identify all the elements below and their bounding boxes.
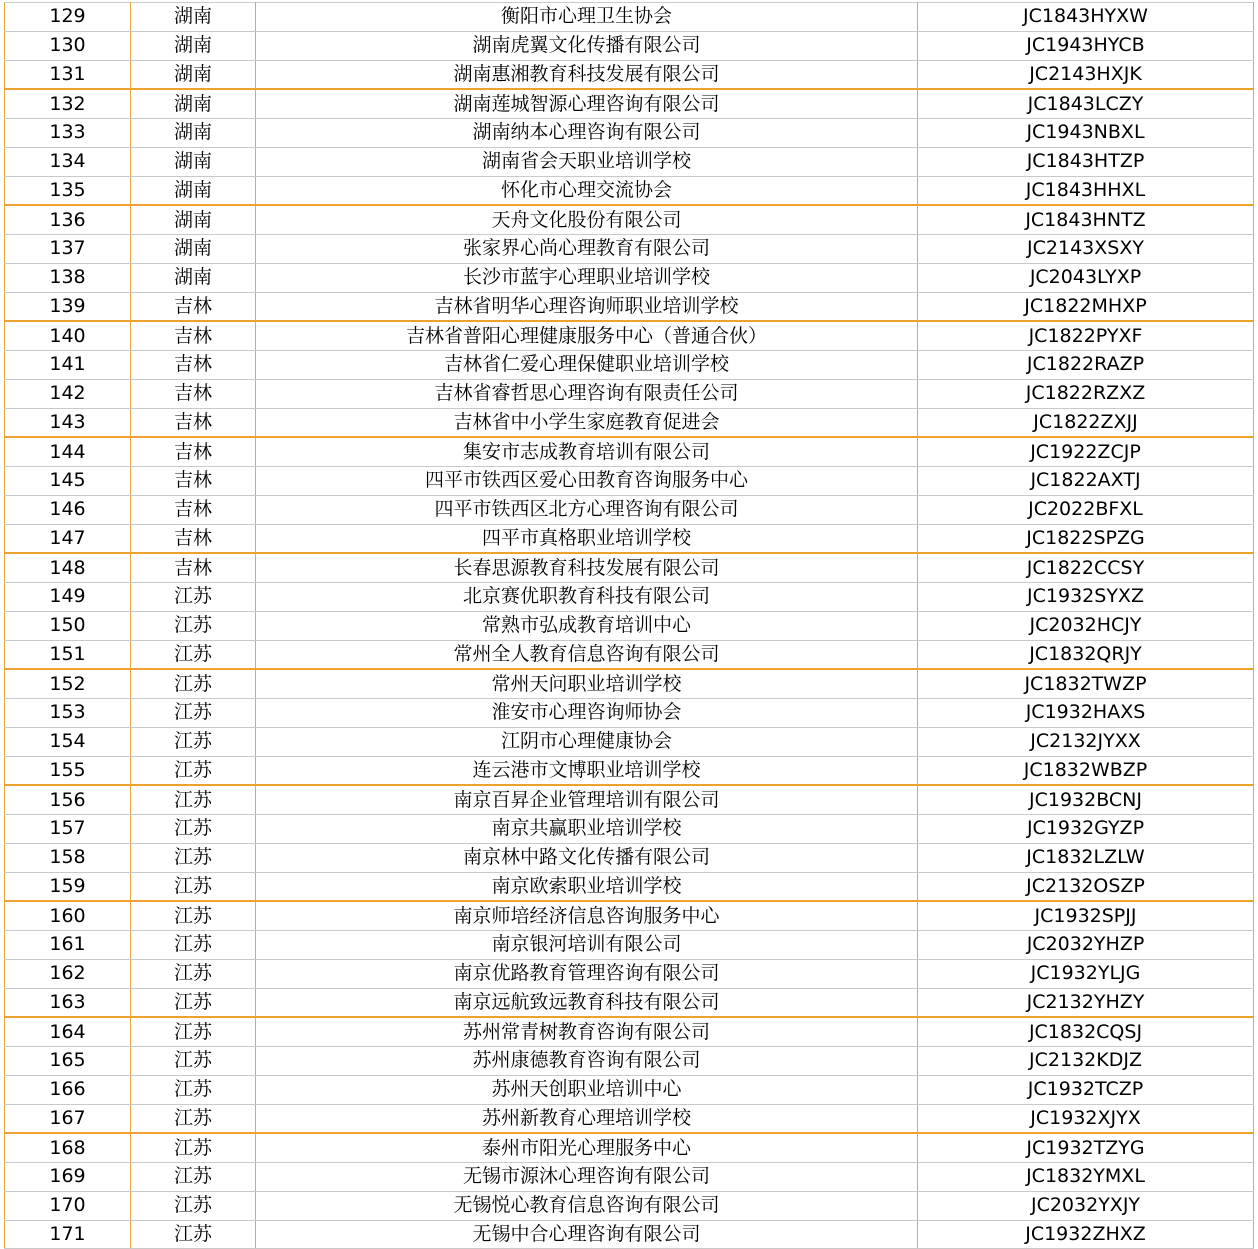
institution-code-cell: JC1932GYZP — [918, 815, 1254, 844]
table-row — [5, 1047, 1254, 1076]
institution-name-cell: 无锡悦心教育信息咨询有限公司 — [256, 1191, 918, 1220]
row-number-cell: 171 — [5, 1220, 131, 1249]
row-number-cell: 170 — [5, 1191, 131, 1220]
row-number-cell: 138 — [5, 263, 131, 292]
table-row — [5, 959, 1254, 988]
table-row — [5, 205, 1254, 234]
row-number-cell: 140 — [5, 321, 131, 350]
institution-name-cell: 湖南纳本心理咨询有限公司 — [256, 119, 918, 148]
table-row — [5, 437, 1254, 466]
row-number-cell: 155 — [5, 756, 131, 785]
table-row — [5, 60, 1254, 89]
province-cell: 湖南 — [131, 60, 256, 89]
province-cell: 湖南 — [131, 3, 256, 32]
province-cell: 江苏 — [131, 843, 256, 872]
institution-name-cell: 张家界心尚心理教育有限公司 — [256, 235, 918, 264]
institution-code-cell: JC1932HAXS — [918, 699, 1254, 728]
institution-name-cell: 南京林中路文化传播有限公司 — [256, 843, 918, 872]
table-row — [5, 988, 1254, 1017]
province-cell: 江苏 — [131, 756, 256, 785]
table-row — [5, 1075, 1254, 1104]
institution-code-cell: JC1943HYCB — [918, 31, 1254, 60]
institution-code-cell: JC1822PYXF — [918, 321, 1254, 350]
province-cell: 江苏 — [131, 1075, 256, 1104]
institution-code-cell: JC1832LZLW — [918, 843, 1254, 872]
institution-code-cell: JC1932BCNJ — [918, 785, 1254, 814]
row-number-cell: 152 — [5, 669, 131, 698]
table-row — [5, 843, 1254, 872]
province-cell: 湖南 — [131, 235, 256, 264]
row-number-cell: 130 — [5, 31, 131, 60]
row-number-cell: 156 — [5, 785, 131, 814]
table-row — [5, 669, 1254, 698]
institution-name-cell: 四平市真格职业培训学校 — [256, 524, 918, 553]
province-cell: 湖南 — [131, 119, 256, 148]
institution-code-cell: JC1843HNTZ — [918, 205, 1254, 234]
table-row — [5, 176, 1254, 205]
row-number-cell: 153 — [5, 699, 131, 728]
institution-name-cell: 北京赛优职教育科技有限公司 — [256, 583, 918, 612]
table-row — [5, 89, 1254, 118]
table-row — [5, 467, 1254, 496]
institution-name-cell: 吉林省明华心理咨询师职业培训学校 — [256, 292, 918, 321]
row-number-cell: 168 — [5, 1133, 131, 1162]
province-cell: 湖南 — [131, 263, 256, 292]
province-cell: 江苏 — [131, 727, 256, 756]
institution-name-cell: 湖南惠湘教育科技发展有限公司 — [256, 60, 918, 89]
table-row — [5, 901, 1254, 930]
row-number-cell: 166 — [5, 1075, 131, 1104]
institution-name-cell: 苏州常青树教育咨询有限公司 — [256, 1017, 918, 1046]
table-row — [5, 1220, 1254, 1249]
institution-name-cell: 苏州新教育心理培训学校 — [256, 1104, 918, 1133]
institution-code-cell: JC1932SPJJ — [918, 901, 1254, 930]
row-number-cell: 150 — [5, 611, 131, 640]
institution-code-cell: JC1843LCZY — [918, 89, 1254, 118]
institution-name-cell: 淮安市心理咨询师协会 — [256, 699, 918, 728]
row-number-cell: 154 — [5, 727, 131, 756]
row-number-cell: 169 — [5, 1163, 131, 1192]
province-cell: 江苏 — [131, 872, 256, 901]
institution-name-cell: 常熟市弘成教育培训中心 — [256, 611, 918, 640]
institution-name-cell: 吉林省睿哲思心理咨询有限责任公司 — [256, 379, 918, 408]
institution-code-cell: JC2132KDJZ — [918, 1047, 1254, 1076]
institution-code-cell: JC1922ZCJP — [918, 437, 1254, 466]
province-cell: 江苏 — [131, 931, 256, 960]
row-number-cell: 129 — [5, 3, 131, 32]
table-row — [5, 495, 1254, 524]
province-cell: 江苏 — [131, 669, 256, 698]
table-body — [5, 3, 1254, 1249]
row-number-cell: 165 — [5, 1047, 131, 1076]
province-cell: 吉林 — [131, 467, 256, 496]
institution-name-cell: 苏州天创职业培训中心 — [256, 1075, 918, 1104]
row-number-cell: 145 — [5, 467, 131, 496]
row-number-cell: 133 — [5, 119, 131, 148]
institution-name-cell: 四平市铁西区北方心理咨询有限公司 — [256, 495, 918, 524]
province-cell: 吉林 — [131, 553, 256, 582]
table-row — [5, 235, 1254, 264]
institution-code-cell: JC2022BFXL — [918, 495, 1254, 524]
institution-code-cell: JC2143XSXY — [918, 235, 1254, 264]
institution-code-cell: JC1932XJYX — [918, 1104, 1254, 1133]
province-cell: 江苏 — [131, 1017, 256, 1046]
institution-name-cell: 天舟文化股份有限公司 — [256, 205, 918, 234]
table-row — [5, 699, 1254, 728]
province-cell: 江苏 — [131, 988, 256, 1017]
row-number-cell: 142 — [5, 379, 131, 408]
row-number-cell: 146 — [5, 495, 131, 524]
institution-name-cell: 衡阳市心理卫生协会 — [256, 3, 918, 32]
institution-name-cell: 四平市铁西区爱心田教育咨询服务中心 — [256, 467, 918, 496]
row-number-cell: 158 — [5, 843, 131, 872]
table-row — [5, 351, 1254, 380]
institution-code-cell: JC2132YHZY — [918, 988, 1254, 1017]
institution-code-cell: JC2032YXJY — [918, 1191, 1254, 1220]
row-number-cell: 161 — [5, 931, 131, 960]
province-cell: 江苏 — [131, 1104, 256, 1133]
table-row — [5, 931, 1254, 960]
institution-code-cell: JC2132JYXX — [918, 727, 1254, 756]
table-row — [5, 756, 1254, 785]
province-cell: 江苏 — [131, 611, 256, 640]
province-cell: 江苏 — [131, 699, 256, 728]
table-row — [5, 785, 1254, 814]
row-number-cell: 163 — [5, 988, 131, 1017]
institution-code-cell: JC1932TCZP — [918, 1075, 1254, 1104]
table-row — [5, 147, 1254, 176]
institution-name-cell: 长沙市蓝宇心理职业培训学校 — [256, 263, 918, 292]
table-row — [5, 3, 1254, 32]
institution-name-cell: 吉林省仁爱心理保健职业培训学校 — [256, 351, 918, 380]
institution-code-cell: JC1932TZYG — [918, 1133, 1254, 1162]
institution-code-cell: JC1832WBZP — [918, 756, 1254, 785]
row-number-cell: 164 — [5, 1017, 131, 1046]
institution-code-cell: JC1843HTZP — [918, 147, 1254, 176]
row-number-cell: 151 — [5, 640, 131, 669]
province-cell: 江苏 — [131, 1133, 256, 1162]
institution-code-cell: JC2043LYXP — [918, 263, 1254, 292]
institution-name-cell: 吉林省中小学生家庭教育促进会 — [256, 408, 918, 437]
row-number-cell: 139 — [5, 292, 131, 321]
institution-code-cell: JC1932YLJG — [918, 959, 1254, 988]
institution-name-cell: 湖南莲城智源心理咨询有限公司 — [256, 89, 918, 118]
institution-code-cell: JC2032YHZP — [918, 931, 1254, 960]
institution-name-cell: 长春思源教育科技发展有限公司 — [256, 553, 918, 582]
institution-name-cell: 连云港市文博职业培训学校 — [256, 756, 918, 785]
institution-code-cell: JC1932SYXZ — [918, 583, 1254, 612]
institution-code-cell: JC1822CCSY — [918, 553, 1254, 582]
province-cell: 湖南 — [131, 89, 256, 118]
institution-name-cell: 南京师培经济信息咨询服务中心 — [256, 901, 918, 930]
institution-name-cell: 吉林省普阳心理健康服务中心（普通合伙） — [256, 321, 918, 350]
institution-name-cell: 南京欧索职业培训学校 — [256, 872, 918, 901]
institution-name-cell: 湖南省会天职业培训学校 — [256, 147, 918, 176]
table-row — [5, 1133, 1254, 1162]
province-cell: 吉林 — [131, 321, 256, 350]
province-cell: 湖南 — [131, 147, 256, 176]
province-cell: 江苏 — [131, 1191, 256, 1220]
institution-code-cell: JC1843HHXL — [918, 176, 1254, 205]
row-number-cell: 162 — [5, 959, 131, 988]
province-cell: 吉林 — [131, 437, 256, 466]
row-number-cell: 143 — [5, 408, 131, 437]
table-row — [5, 1104, 1254, 1133]
province-cell: 吉林 — [131, 379, 256, 408]
table-row — [5, 321, 1254, 350]
table-row — [5, 611, 1254, 640]
province-cell: 吉林 — [131, 524, 256, 553]
row-number-cell: 159 — [5, 872, 131, 901]
table-row — [5, 1017, 1254, 1046]
row-number-cell: 160 — [5, 901, 131, 930]
institution-code-cell: JC1843HYXW — [918, 3, 1254, 32]
institution-code-cell: JC1832QRJY — [918, 640, 1254, 669]
province-cell: 江苏 — [131, 1220, 256, 1249]
row-number-cell: 148 — [5, 553, 131, 582]
table-row — [5, 553, 1254, 582]
row-number-cell: 157 — [5, 815, 131, 844]
institution-code-cell: JC1822RAZP — [918, 351, 1254, 380]
institution-name-cell: 泰州市阳光心理服务中心 — [256, 1133, 918, 1162]
institution-code-cell: JC1822MHXP — [918, 292, 1254, 321]
row-number-cell: 147 — [5, 524, 131, 553]
table-row — [5, 1163, 1254, 1192]
table-row — [5, 292, 1254, 321]
province-cell: 吉林 — [131, 408, 256, 437]
province-cell: 江苏 — [131, 640, 256, 669]
table-row — [5, 872, 1254, 901]
institution-name-cell: 南京优路教育管理咨询有限公司 — [256, 959, 918, 988]
institution-code-cell: JC1832CQSJ — [918, 1017, 1254, 1046]
row-number-cell: 141 — [5, 351, 131, 380]
institution-code-cell: JC1822SPZG — [918, 524, 1254, 553]
province-cell: 江苏 — [131, 583, 256, 612]
institution-name-cell: 无锡中合心理咨询有限公司 — [256, 1220, 918, 1249]
institution-name-cell: 常州全人教育信息咨询有限公司 — [256, 640, 918, 669]
institution-code-cell: JC2143HXJK — [918, 60, 1254, 89]
table-row — [5, 263, 1254, 292]
institution-code-cell: JC1822AXTJ — [918, 467, 1254, 496]
table-row — [5, 408, 1254, 437]
institution-name-cell: 南京远航致远教育科技有限公司 — [256, 988, 918, 1017]
institution-name-cell: 南京银河培训有限公司 — [256, 931, 918, 960]
province-cell: 吉林 — [131, 351, 256, 380]
table-row — [5, 524, 1254, 553]
province-cell: 吉林 — [131, 292, 256, 321]
institution-name-cell: 湖南虎翼文化传播有限公司 — [256, 31, 918, 60]
institution-name-cell: 常州天问职业培训学校 — [256, 669, 918, 698]
institution-name-cell: 集安市志成教育培训有限公司 — [256, 437, 918, 466]
row-number-cell: 131 — [5, 60, 131, 89]
row-number-cell: 144 — [5, 437, 131, 466]
table-row — [5, 815, 1254, 844]
institution-code-cell: JC1822RZXZ — [918, 379, 1254, 408]
table-row — [5, 1191, 1254, 1220]
row-number-cell: 149 — [5, 583, 131, 612]
institution-name-cell: 南京共赢职业培训学校 — [256, 815, 918, 844]
institution-name-cell: 苏州康德教育咨询有限公司 — [256, 1047, 918, 1076]
province-cell: 江苏 — [131, 901, 256, 930]
province-cell: 江苏 — [131, 815, 256, 844]
institution-code-cell: JC1943NBXL — [918, 119, 1254, 148]
institution-name-cell: 南京百昇企业管理培训有限公司 — [256, 785, 918, 814]
institution-code-cell: JC2132OSZP — [918, 872, 1254, 901]
province-cell: 湖南 — [131, 176, 256, 205]
row-number-cell: 132 — [5, 89, 131, 118]
province-cell: 江苏 — [131, 959, 256, 988]
province-cell: 江苏 — [131, 1163, 256, 1192]
province-cell: 湖南 — [131, 205, 256, 234]
row-number-cell: 167 — [5, 1104, 131, 1133]
province-cell: 江苏 — [131, 785, 256, 814]
institution-code-cell: JC1832YMXL — [918, 1163, 1254, 1192]
province-cell: 湖南 — [131, 31, 256, 60]
table-row — [5, 31, 1254, 60]
institution-code-cell: JC2032HCJY — [918, 611, 1254, 640]
table-row — [5, 119, 1254, 148]
institution-name-cell: 怀化市心理交流协会 — [256, 176, 918, 205]
institution-code-cell: JC1932ZHXZ — [918, 1220, 1254, 1249]
table-row — [5, 379, 1254, 408]
table-row — [5, 727, 1254, 756]
province-cell: 江苏 — [131, 1047, 256, 1076]
province-cell: 吉林 — [131, 495, 256, 524]
institution-name-cell: 无锡市源沐心理咨询有限公司 — [256, 1163, 918, 1192]
table-row — [5, 583, 1254, 612]
table-row — [5, 640, 1254, 669]
institution-code-cell: JC1822ZXJJ — [918, 408, 1254, 437]
row-number-cell: 136 — [5, 205, 131, 234]
institution-name-cell: 江阴市心理健康协会 — [256, 727, 918, 756]
row-number-cell: 135 — [5, 176, 131, 205]
institution-table — [4, 2, 1254, 1249]
row-number-cell: 137 — [5, 235, 131, 264]
institution-code-cell: JC1832TWZP — [918, 669, 1254, 698]
row-number-cell: 134 — [5, 147, 131, 176]
